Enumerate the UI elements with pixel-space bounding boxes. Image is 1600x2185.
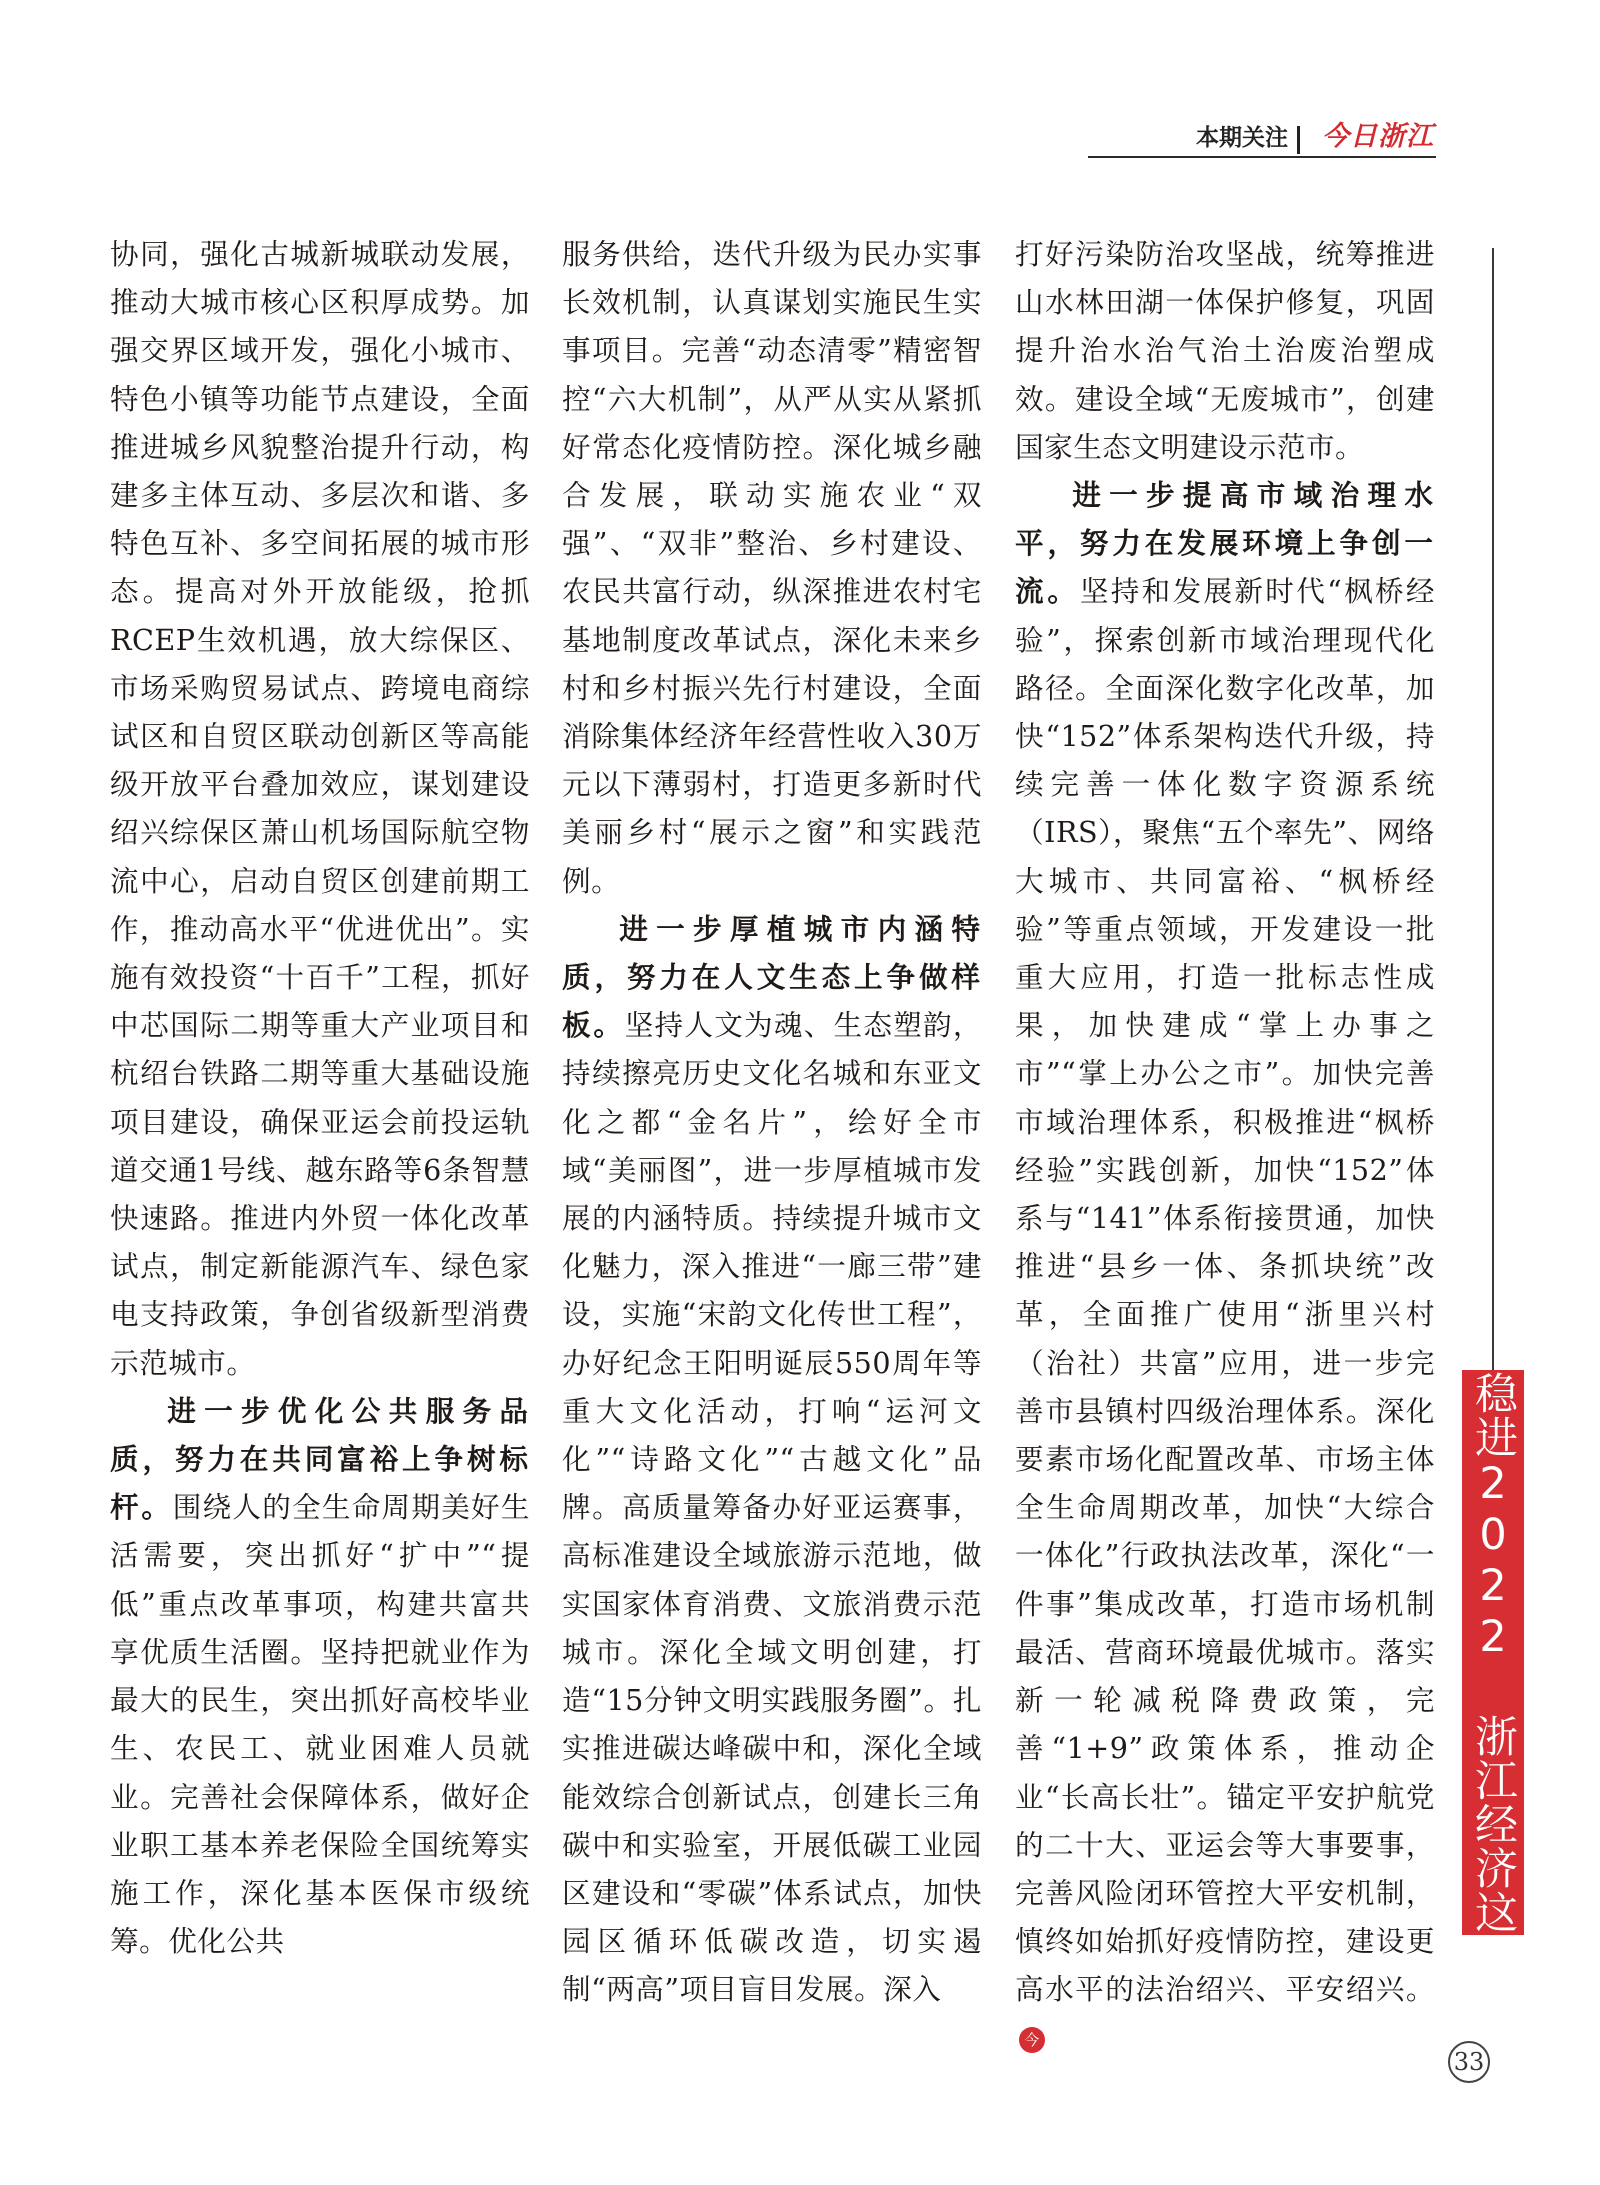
paragraph-body: 坚持和发展新时代“枫桥经验”，探索创新市域治理现代化路径。全面深化数字化改革，加快“152”体系架构迭代升级，持续完善一体化数字资源系统（IRS），聚焦“五个率先”、网络大城市、共同富裕、“枫桥经验”等重点领域，开发建设一批重大应用，打造一批标志性成果，加快建成“掌上办事之市”“掌上办公之市”。加快完善市域治理体系，积极推进“枫桥经验”实践创新，加快“152”体系与“141”体系衔接贯通，加快推进“县乡一体、条抓块统”改革，全面推广使用“浙里兴村（治社）共富”应用，进一步完善市县镇村四级治理体系。深化要素市场化配置改革、市场主体全生命周期改革，加快“大综合一体化”行政执法改革，深化“一件事”集成改革，打造市场机制最活、营商环境最优城市。落实新一轮减税降费政策，完善“1+9”政策体系，推动企业“长高长壮”。锚定平安护航党的二十大、亚运会等大事要事，完善风险闭环管控大平安机制，慎终如始抓好疫情防控，建设更高水平的法治绍兴、平安绍兴。 <box>1015 574 1435 2007</box>
section-banner: 稳进2022 浙江经济这样干 <box>1462 1370 1524 1935</box>
paragraph-lead: 进一步优化公共服务品质，努力在共同富裕上争树标杆。 <box>110 1393 530 1525</box>
header-rule <box>1088 156 1436 158</box>
page-number: 33 <box>1448 2041 1490 2083</box>
paragraph <box>110 1387 530 1965</box>
section-label: 本期关注 <box>1196 125 1288 151</box>
end-mark-icon: 今 <box>1019 2027 1045 2053</box>
magazine-logo: 今日浙江 <box>1322 121 1434 152</box>
page-header <box>1088 118 1448 158</box>
paragraph-body: 围绕人的全生命周期美好生活需要，突出抓好“扩中”“提低”重点改革事项，构建共富共享优质生活圈。坚持把就业作为最大的民生，突出抓好高校毕业生、农民工、就业困难人员就业。完善社会保障体系，做好企业职工基本养老保险全国统筹实施工作，深化基本医保市级统筹。优化公共 <box>110 1490 530 1959</box>
column-3 <box>1015 230 1435 2050</box>
column-2 <box>562 230 982 2007</box>
column-1 <box>110 230 530 1959</box>
paragraph-lead: 进一步厚植城市内涵特质，努力在人文生态上争做样板。 <box>562 911 982 1043</box>
header-separator <box>1297 126 1300 154</box>
paragraph <box>562 905 982 2014</box>
paragraph: 服务供给，迭代升级为民办实事长效机制，认真谋划实施民生实事项目。完善“动态清零”精密智控“六大机制”，从严从实从紧抓好常态化疫情防控。深化城乡融合发展，联动实施农业“双强”、“双非”整治、乡村建设、农民共富行动，纵深推进农村宅基地制度改革试点，深化未来乡村和乡村振兴先行村建设，全面消除集体经济年经营性收入30万元以下薄弱村，打造更多新时代美丽乡村“展示之窗”和实践范例。 <box>562 237 982 898</box>
paragraph <box>1015 471 1435 2062</box>
side-rule <box>1492 248 1494 1493</box>
paragraph: 协同，强化古城新城联动发展，推动大城市核心区积厚成势。加强交界区域开发，强化小城市、特色小镇等功能节点建设，全面推进城乡风貌整治提升行动，构建多主体互动、多层次和谐、多特色互补、多空间拓展的城市形态。提高对外开放能级，抢抓RCEP生效机遇，放大综保区、市场采购贸易试点、跨境电商综试区和自贸区联动创新区等高能级开放平台叠加效应，谋划建设绍兴综保区萧山机场国际航空物流中心，启动自贸区创建前期工作，推动高水平“优进优出”。实施有效投资“十百千”工程，抓好中芯国际二期等重大产业项目和杭绍台铁路二期等重大基础设施项目建设，确保亚运会前投运轨道交通1号线、越东路等6条智慧快速路。推进内外贸一体化改革试点，制定新能源汽车、绿色家电支持政策，争创省级新型消费示范城市。 <box>110 237 530 1380</box>
paragraph-body: 坚持人文为魂、生态塑韵，持续擦亮历史文化名城和东亚文化之都“金名片”，绘好全市域“美丽图”，进一步厚植城市发展的内涵特质。持续提升城市文化魅力，深入推进“一廊三带”建设，实施“宋韵文化传世工程”，办好纪念王阳明诞辰550周年等重大文化活动，打响“运河文化”“诗路文化”“古越文化”品牌。高质量筹备办好亚运赛事，高标准建设全域旅游示范地，做实国家体育消费、文旅消费示范城市。深化全域文明创建，打造“15分钟文明实践服务圈”。扎实推进碳达峰碳中和，深化全域能效综合创新试点，创建长三角碳中和实验室，开展低碳工业园区建设和“零碳”体系试点，加快园区循环低碳改造，切实遏制“两高”项目盲目发展。深入 <box>562 1008 982 2007</box>
paragraph-lead: 进一步提高市域治理水平，努力在发展环境上争创一流。 <box>1015 478 1435 609</box>
paragraph: 打好污染防治攻坚战，统筹推进山水林田湖一体保护修复，巩固提升治水治气治土治废治塑成效。建设全域“无废城市”，创建国家生态文明建设示范市。 <box>1015 237 1435 464</box>
